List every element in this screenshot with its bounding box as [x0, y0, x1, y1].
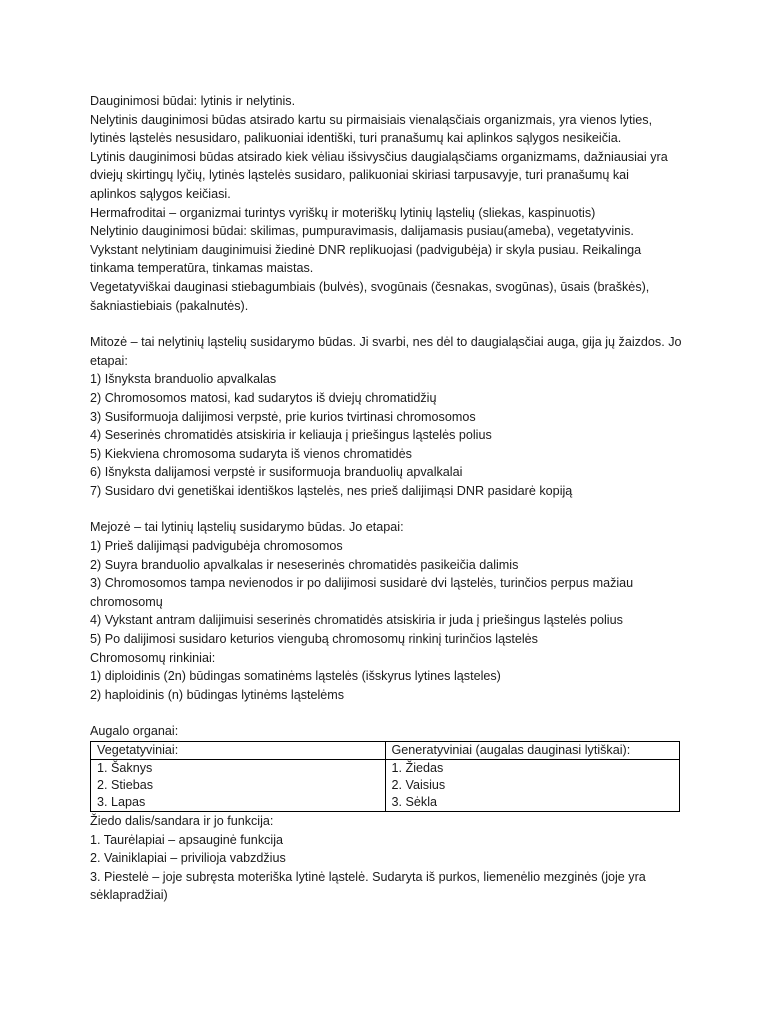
text-line: sėklapradžiai) — [90, 888, 168, 903]
list-item: 3) Chromosomos tampa nevienodos ir po dalijimosi susidarė dvi ląstelės, turinčios perpus mažiau — [90, 576, 634, 591]
heading-reproduction-methods: Dauginimosi būdai: lytinis ir nelytinis. — [90, 94, 296, 108]
section-plant-organs — [90, 722, 690, 812]
list-item: 5) Po dalijimosi susidaro keturios viengubą chromosomų rinkinį turinčios ląstelės — [90, 632, 538, 647]
flower-heading: Žiedo dalis/sandara ir jo funkcija: — [90, 814, 274, 828]
text-line: dviejų skirtingų lyčių, lytinės ląstelės susidaro, palikuoniai skiriasi tarpusavyje, turi pranašumų kai — [90, 168, 629, 183]
text-line: Vykstant nelytiniam dauginimuisi žiedinė DNR replikuojasi (padvigubėja) ir skyla pusiau. Reikalinga — [90, 242, 642, 257]
text-line: Lytinis dauginimosi būdas atsirado kiek vėliau išsivysčius daugialąsčiams organizmams, dažniausiai yra — [90, 149, 668, 164]
list-item: 2) haploidinis (n) būdingas lytinėms ląstelėms — [90, 687, 345, 702]
mitosis-intro: Mitozė – tai nelytinių ląstelių susidarymo būdas. Ji svarbi, nes dėl to daugialąsčiai auga, gija jų žaizdos. Jo — [90, 335, 682, 350]
table-cell-item: 3. Sėkla — [391, 795, 438, 809]
section-mitosis — [90, 333, 690, 500]
meiosis-intro: Mejozė – tai lytinių ląstelių susidarymo būdas. Jo etapai: — [90, 520, 404, 535]
list-item: 6) Išnyksta dalijamosi verpstė ir susiformuoja branduolių apvalkalai — [90, 465, 463, 480]
spacer — [90, 500, 690, 518]
column-header-generative: Generatyviniai (augalas dauginasi lytiškai): — [385, 742, 680, 760]
plant-organs-table — [90, 741, 680, 812]
table-cell-item: 1. Šaknys — [97, 761, 153, 775]
list-item: 5) Kiekviena chromosoma sudaryta iš vienos chromatidės — [90, 446, 412, 461]
list-item: 4) Seserinės chromatidės atsiskiria ir keliauja į priešingus ląstelės polius — [90, 428, 492, 443]
text-line: Nelytinis dauginimosi būdas atsirado kartu su pirmaisiais vienaląsčiais organizmais, yra vienos lyties, — [90, 112, 653, 127]
document-body — [90, 92, 690, 905]
list-item: 2) Chromosomos matosi, kad sudarytos iš dviejų chromatidžių — [90, 390, 437, 405]
list-item: 4) Vykstant antram dalijimuisi seserinės chromatidės atsiskiria ir juda į priešingus ląstelės polius — [90, 613, 623, 628]
vegetative-organs-cell — [91, 760, 386, 812]
column-header-vegetative: Vegetatyviniai: — [91, 742, 386, 760]
chromosome-sets-heading: Chromosomų rinkiniai: — [90, 650, 216, 665]
list-item: 3) Susiformuoja dalijimosi verpstė, prie kurios tvirtinasi chromosomos — [90, 409, 476, 424]
text-line: Nelytinio dauginimosi būdai: skilimas, pumpuravimasis, dalijamasis pusiau(ameba), vegetatyvinis. — [90, 224, 634, 239]
list-item: 1. Taurėlapiai – apsauginė funkcija — [90, 832, 284, 847]
list-item: 2) Suyra branduolio apvalkalas ir neseserinės chromatidės pasikeičia dalimis — [90, 557, 519, 572]
list-item: 2. Vainiklapiai – privilioja vabzdžius — [90, 851, 286, 866]
list-item: 1) diploidinis (2n) būdingas somatinėms ląstelės (išskyrus lytines ląsteles) — [90, 669, 501, 684]
spacer — [90, 704, 690, 722]
text-line: Vegetatyviškai dauginasi stiebagumbiais (bulvės), svogūnais (česnakas, svogūnas), ūsais (braškės), — [90, 279, 650, 294]
text-line: šakniastiebiais (pakalnutės). — [90, 298, 249, 313]
list-item: 7) Susidaro dvi genetiškai identiškos ląstelės, nes prieš dalijimąsi DNR pasidarė kopiją — [90, 483, 573, 498]
section-meiosis — [90, 518, 690, 704]
generative-organs-cell — [385, 760, 680, 812]
table-cell-item: 1. Žiedas — [391, 761, 444, 775]
table-cell-item: 2. Stiebas — [97, 778, 154, 792]
text-line: lytinės ląstelės nesusidaro, palikuoniai identiški, turi pranašumų kai aplinkos sąlygos nesikeičia. — [90, 131, 622, 146]
table-header-row — [91, 742, 680, 760]
text-line: tinkama temperatūra, tinkamas maistas. — [90, 261, 314, 276]
section-flower — [90, 812, 690, 905]
section-reproduction — [90, 92, 690, 315]
text-line: etapai: — [90, 353, 128, 368]
table-cell-item: 3. Lapas — [97, 795, 146, 809]
table-cell-item: 2. Vaisius — [391, 778, 446, 792]
text-line: Hermafroditai – organizmai turintys vyriškų ir moteriškų lytinių ląstelių (sliekas, kaspinuotis) — [90, 205, 596, 220]
plant-organs-title: Augalo organai: — [90, 724, 179, 739]
text-line: aplinkos sąlygos keičiasi. — [90, 186, 231, 201]
text-line: chromosomų — [90, 594, 163, 609]
list-item: 1) Prieš dalijimąsi padvigubėja chromosomos — [90, 539, 343, 554]
list-item: 3. Piestelė – joje subręsta moteriška lytinė ląstelė. Sudaryta iš purkos, liemenėlio mezginės (joje yra — [90, 869, 646, 884]
table-row — [91, 760, 680, 812]
spacer — [90, 315, 690, 333]
list-item: 1) Išnyksta branduolio apvalkalas — [90, 372, 277, 387]
